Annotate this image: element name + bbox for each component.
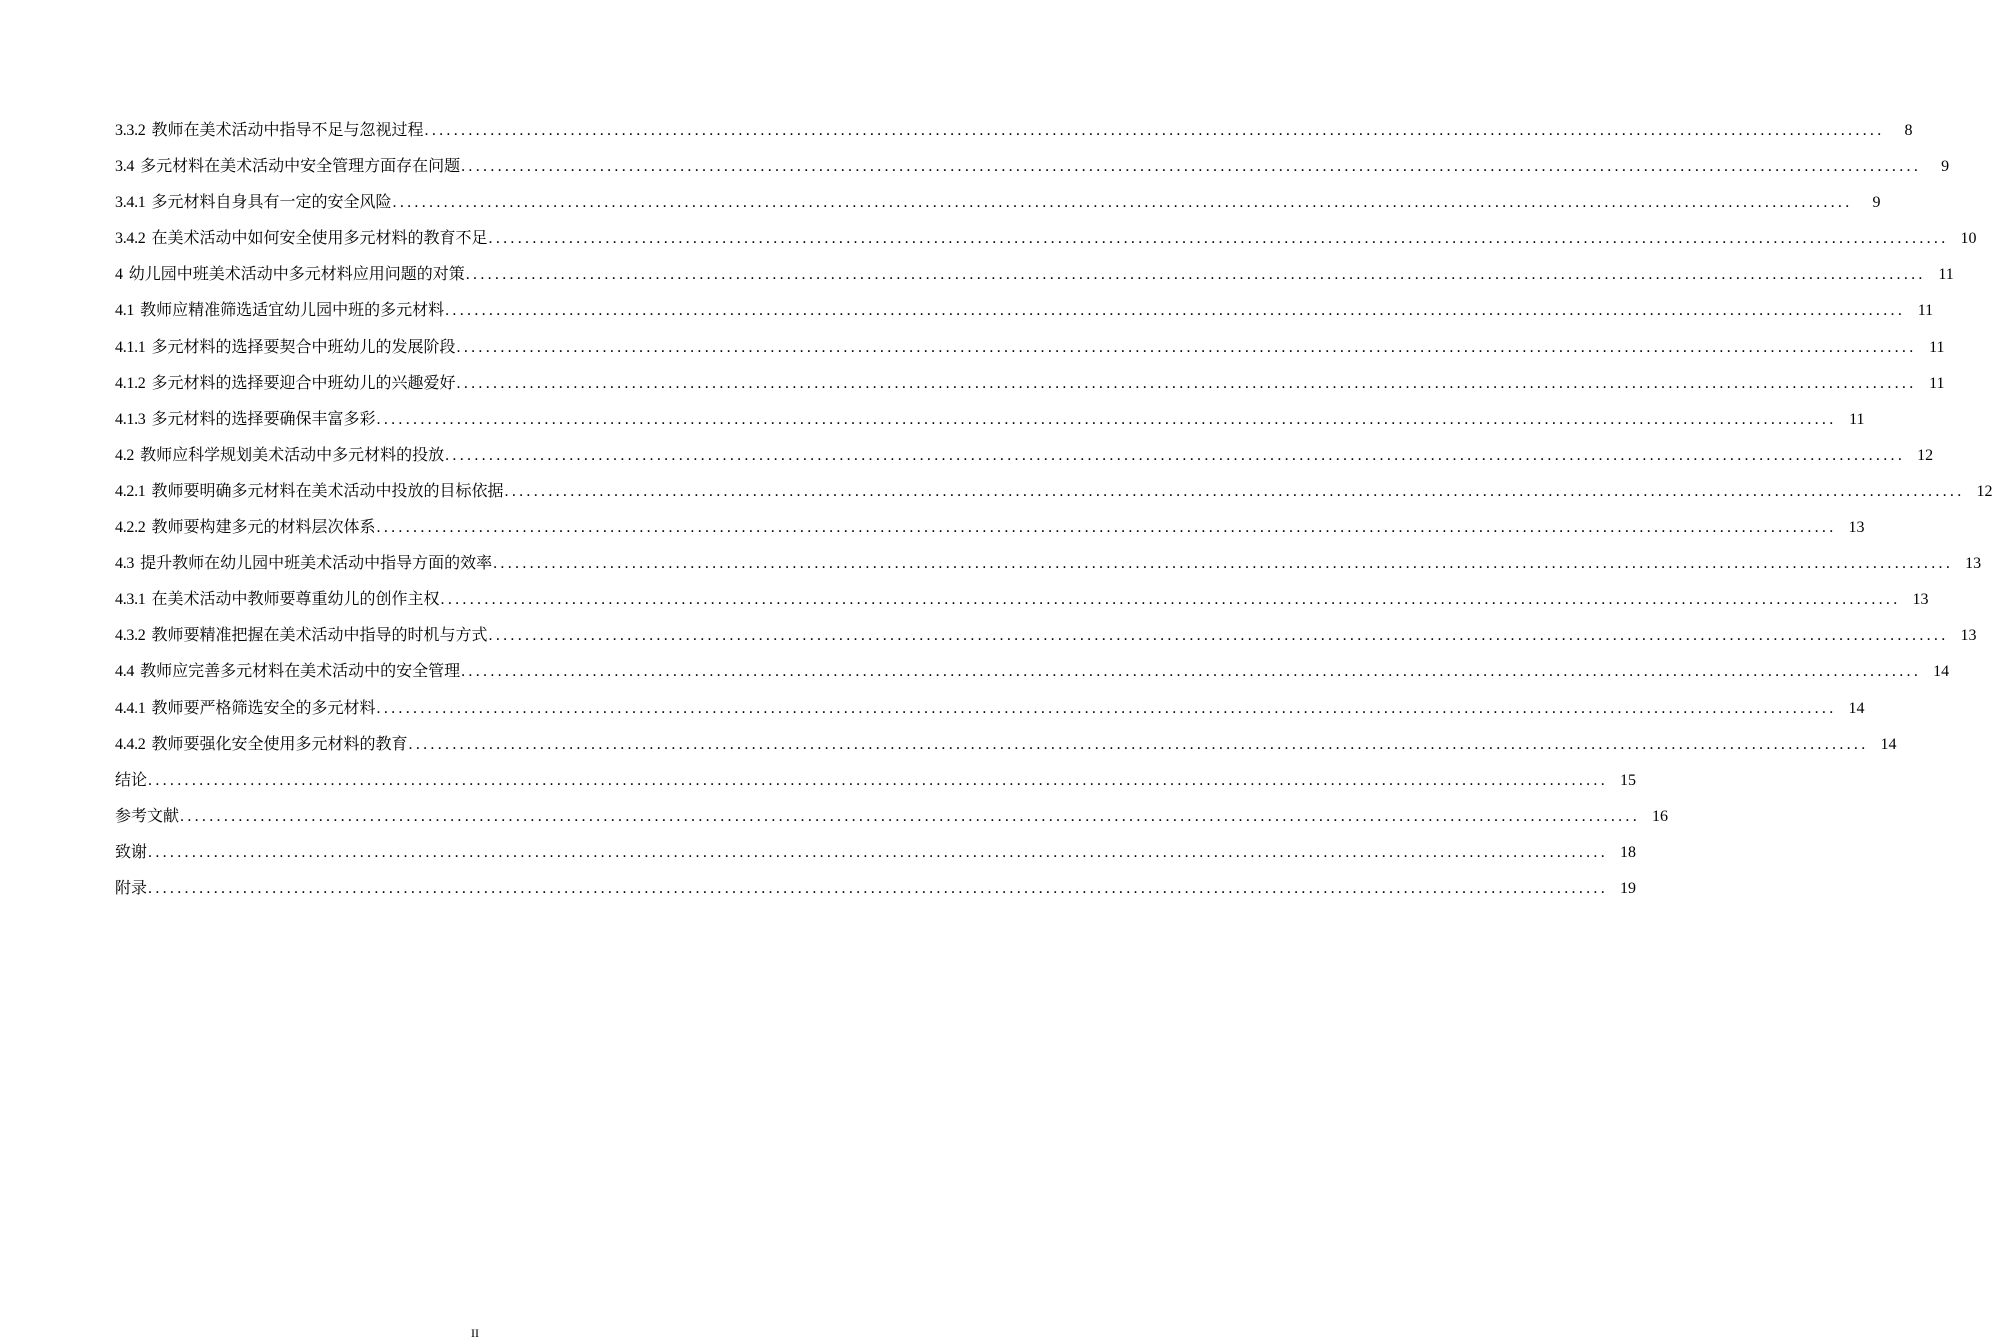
toc-entry[interactable] bbox=[115, 262, 1954, 298]
toc-entry-title: 多元材料的选择要迎合中班幼儿的兴趣爱好 bbox=[151, 372, 456, 392]
toc-entry-page: 9 bbox=[1941, 158, 1950, 176]
toc-dot-leader: ........................................................................................................................................................................................................ bbox=[445, 302, 1906, 320]
toc-entry[interactable] bbox=[115, 732, 1897, 768]
toc-dot-leader: ........................................................................................................................................................................................................ bbox=[376, 519, 1837, 537]
toc-entry-label bbox=[115, 876, 147, 900]
toc-entry-label bbox=[115, 768, 147, 792]
toc-entry-title: 多元材料的选择要契合中班幼儿的发展阶段 bbox=[151, 336, 456, 356]
page-number-footer: II bbox=[471, 1326, 479, 1340]
toc-entry-number: 3.3.2 bbox=[115, 122, 146, 139]
toc-entry-label bbox=[115, 154, 460, 179]
toc-entry-number: 4.1.3 bbox=[115, 410, 146, 428]
toc-dot-leader: ........................................................................................................................................................................................................ bbox=[456, 338, 1917, 356]
toc-entry-number: 4.3.1 bbox=[115, 591, 146, 609]
toc-entry-page: 14 bbox=[1848, 699, 1865, 717]
toc-entry[interactable] bbox=[115, 659, 1950, 695]
toc-entry[interactable] bbox=[115, 407, 1865, 443]
toc-entry-page: 12 bbox=[1917, 446, 1934, 464]
toc-entry-number: 4.1.1 bbox=[115, 338, 146, 356]
toc-entry[interactable] bbox=[115, 768, 1637, 804]
toc-entry-title: 教师要严格筛选安全的多元材料 bbox=[151, 697, 376, 717]
toc-entry-label bbox=[115, 515, 376, 540]
toc-dot-leader: ........................................................................................................................................................................................................ bbox=[440, 591, 1901, 609]
toc-entry[interactable] bbox=[115, 876, 1637, 912]
toc-entry[interactable] bbox=[115, 443, 1934, 479]
toc-entry-page: 13 bbox=[1965, 555, 1982, 573]
toc-entry-title: 教师要强化安全使用多元材料的教育 bbox=[151, 733, 408, 753]
toc-entry-title: 结论 bbox=[115, 769, 148, 789]
toc-entry[interactable] bbox=[115, 479, 1993, 515]
toc-entry-title: 教师应科学规划美术活动中多元材料的投放 bbox=[140, 444, 445, 464]
toc-entry[interactable] bbox=[115, 696, 1865, 732]
toc-entry-label bbox=[115, 190, 392, 215]
toc-dot-leader: ........................................................................................................................................................................................................ bbox=[488, 230, 1949, 248]
table-of-contents bbox=[115, 118, 1993, 912]
toc-dot-leader: ........................................................................................................................................................................................................ bbox=[445, 446, 1906, 464]
toc-entry-label bbox=[115, 226, 488, 251]
toc-entry-label bbox=[115, 371, 456, 396]
toc-dot-leader: ........................................................................................................................................................................................................ bbox=[148, 843, 1609, 861]
toc-entry-page: 11 bbox=[1849, 410, 1865, 428]
toc-entry-page: 11 bbox=[1938, 266, 1954, 284]
toc-entry-label bbox=[115, 407, 376, 432]
toc-dot-leader: ........................................................................................................................................................................................................ bbox=[376, 699, 1837, 717]
toc-entry-page: 13 bbox=[1960, 627, 1977, 645]
toc-entry-page: 14 bbox=[1880, 735, 1897, 753]
toc-entry[interactable] bbox=[115, 840, 1637, 876]
toc-entry[interactable] bbox=[115, 298, 1934, 334]
toc-entry-page: 12 bbox=[1976, 482, 1993, 500]
toc-dot-leader: ........................................................................................................................................................................................................ bbox=[456, 374, 1917, 392]
toc-entry[interactable] bbox=[115, 804, 1669, 840]
toc-entry-label bbox=[115, 118, 424, 143]
toc-entry[interactable] bbox=[115, 190, 1881, 226]
toc-dot-leader: ........................................................................................................................................................................................................ bbox=[493, 555, 1954, 573]
toc-entry[interactable] bbox=[115, 515, 1865, 551]
toc-dot-leader: ........................................................................................................................................................................................................ bbox=[424, 122, 1885, 139]
toc-entry-title: 教师应完善多元材料在美术活动中的安全管理 bbox=[140, 661, 461, 681]
toc-dot-leader: ........................................................................................................................................................................................................ bbox=[376, 410, 1837, 428]
toc-dot-leader: ........................................................................................................................................................................................................ bbox=[408, 735, 1869, 753]
toc-dot-leader: ........................................................................................................................................................................................................ bbox=[465, 266, 1926, 284]
toc-dot-leader: ........................................................................................................................................................................................................ bbox=[488, 627, 1949, 645]
toc-entry-label bbox=[115, 659, 460, 684]
toc-entry-title: 参考文献 bbox=[115, 805, 180, 825]
toc-entry[interactable] bbox=[115, 226, 1977, 262]
toc-entry-label bbox=[115, 587, 440, 612]
toc-entry[interactable] bbox=[115, 623, 1977, 659]
toc-entry-number: 4 bbox=[115, 266, 123, 284]
toc-entry-number: 4.1 bbox=[115, 302, 135, 320]
toc-entry-number: 4.4.2 bbox=[115, 735, 146, 753]
toc-entry-title: 致谢 bbox=[115, 841, 148, 861]
toc-entry-page: 9 bbox=[1872, 194, 1881, 212]
toc-entry[interactable] bbox=[115, 154, 1950, 190]
toc-entry-title: 多元材料在美术活动中安全管理方面存在问题 bbox=[140, 156, 461, 176]
toc-dot-leader: ........................................................................................................................................................................................................ bbox=[180, 807, 1641, 825]
toc-entry-title: 教师应精准筛选适宜幼儿园中班的多元材料 bbox=[140, 300, 445, 320]
toc-entry-label bbox=[115, 840, 147, 864]
toc-entry-page: 8 bbox=[1904, 122, 1913, 139]
toc-entry-number: 4.2 bbox=[115, 446, 135, 464]
toc-entry-page: 11 bbox=[1929, 374, 1945, 392]
toc-dot-leader: ........................................................................................................................................................................................................ bbox=[461, 663, 1922, 681]
toc-entry[interactable] bbox=[115, 371, 1945, 407]
toc-entry-page: 19 bbox=[1620, 879, 1637, 897]
toc-entry-label bbox=[115, 732, 408, 757]
toc-entry-page: 13 bbox=[1848, 519, 1865, 537]
toc-dot-leader: ........................................................................................................................................................................................................ bbox=[148, 879, 1609, 897]
toc-entry-page: 16 bbox=[1652, 807, 1669, 825]
toc-entry-number: 4.2.2 bbox=[115, 519, 146, 537]
toc-entry[interactable] bbox=[115, 335, 1945, 371]
toc-entry[interactable] bbox=[115, 587, 1929, 623]
toc-entry-title: 多元材料自身具有一定的安全风险 bbox=[151, 192, 392, 212]
toc-entry-label bbox=[115, 696, 376, 721]
toc-entry-label bbox=[115, 623, 488, 648]
toc-entry-page: 11 bbox=[1917, 302, 1934, 320]
toc-entry-title: 幼儿园中班美术活动中多元材料应用问题的对策 bbox=[128, 264, 465, 284]
toc-entry-number: 4.3 bbox=[115, 555, 135, 573]
toc-dot-leader: ........................................................................................................................................................................................................ bbox=[504, 482, 1965, 500]
toc-entry-title: 附录 bbox=[115, 877, 148, 897]
toc-entry-label bbox=[115, 479, 504, 504]
toc-entry-number: 4.2.1 bbox=[115, 482, 146, 500]
toc-entry-title: 教师在美术活动中指导不足与忽视过程 bbox=[151, 120, 424, 139]
toc-dot-leader: ........................................................................................................................................................................................................ bbox=[392, 194, 1853, 212]
toc-entry-title: 教师要构建多元的材料层次体系 bbox=[151, 517, 376, 537]
toc-entry-number: 4.3.2 bbox=[115, 627, 146, 645]
toc-entry-page: 18 bbox=[1620, 843, 1637, 861]
toc-entry-page: 15 bbox=[1620, 771, 1637, 789]
toc-entry-label bbox=[115, 298, 444, 323]
toc-entry-number: 4.4 bbox=[115, 663, 135, 681]
toc-entry-number: 3.4.1 bbox=[115, 194, 146, 212]
toc-entry-number: 3.4 bbox=[115, 158, 135, 176]
toc-entry-number: 3.4.2 bbox=[115, 230, 146, 248]
toc-entry-number: 4.1.2 bbox=[115, 374, 146, 392]
toc-entry-title: 在美术活动中如何安全使用多元材料的教育不足 bbox=[151, 228, 488, 248]
toc-entry-page: 11 bbox=[1929, 338, 1945, 356]
toc-entry-page: 13 bbox=[1912, 591, 1929, 609]
toc-entry[interactable] bbox=[115, 551, 1982, 587]
toc-entry-title: 提升教师在幼儿园中班美术活动中指导方面的效率 bbox=[140, 553, 493, 573]
toc-dot-leader: ........................................................................................................................................................................................................ bbox=[148, 771, 1609, 789]
toc-entry-title: 在美术活动中教师要尊重幼儿的创作主权 bbox=[151, 589, 440, 609]
toc-entry-label bbox=[115, 804, 179, 828]
toc-entry-title: 教师要精准把握在美术活动中指导的时机与方式 bbox=[151, 625, 488, 645]
toc-entry-title: 教师要明确多元材料在美术活动中投放的目标依据 bbox=[151, 480, 504, 500]
toc-entry[interactable] bbox=[115, 118, 1913, 154]
toc-entry-label bbox=[115, 335, 456, 360]
toc-entry-page: 14 bbox=[1933, 663, 1950, 681]
toc-entry-title: 多元材料的选择要确保丰富多彩 bbox=[151, 408, 376, 428]
toc-entry-label bbox=[115, 262, 465, 287]
toc-entry-number: 4.4.1 bbox=[115, 699, 146, 717]
toc-entry-label bbox=[115, 443, 444, 468]
toc-dot-leader: ........................................................................................................................................................................................................ bbox=[461, 158, 1922, 176]
toc-entry-label bbox=[115, 551, 492, 576]
toc-entry-page: 10 bbox=[1960, 230, 1977, 248]
